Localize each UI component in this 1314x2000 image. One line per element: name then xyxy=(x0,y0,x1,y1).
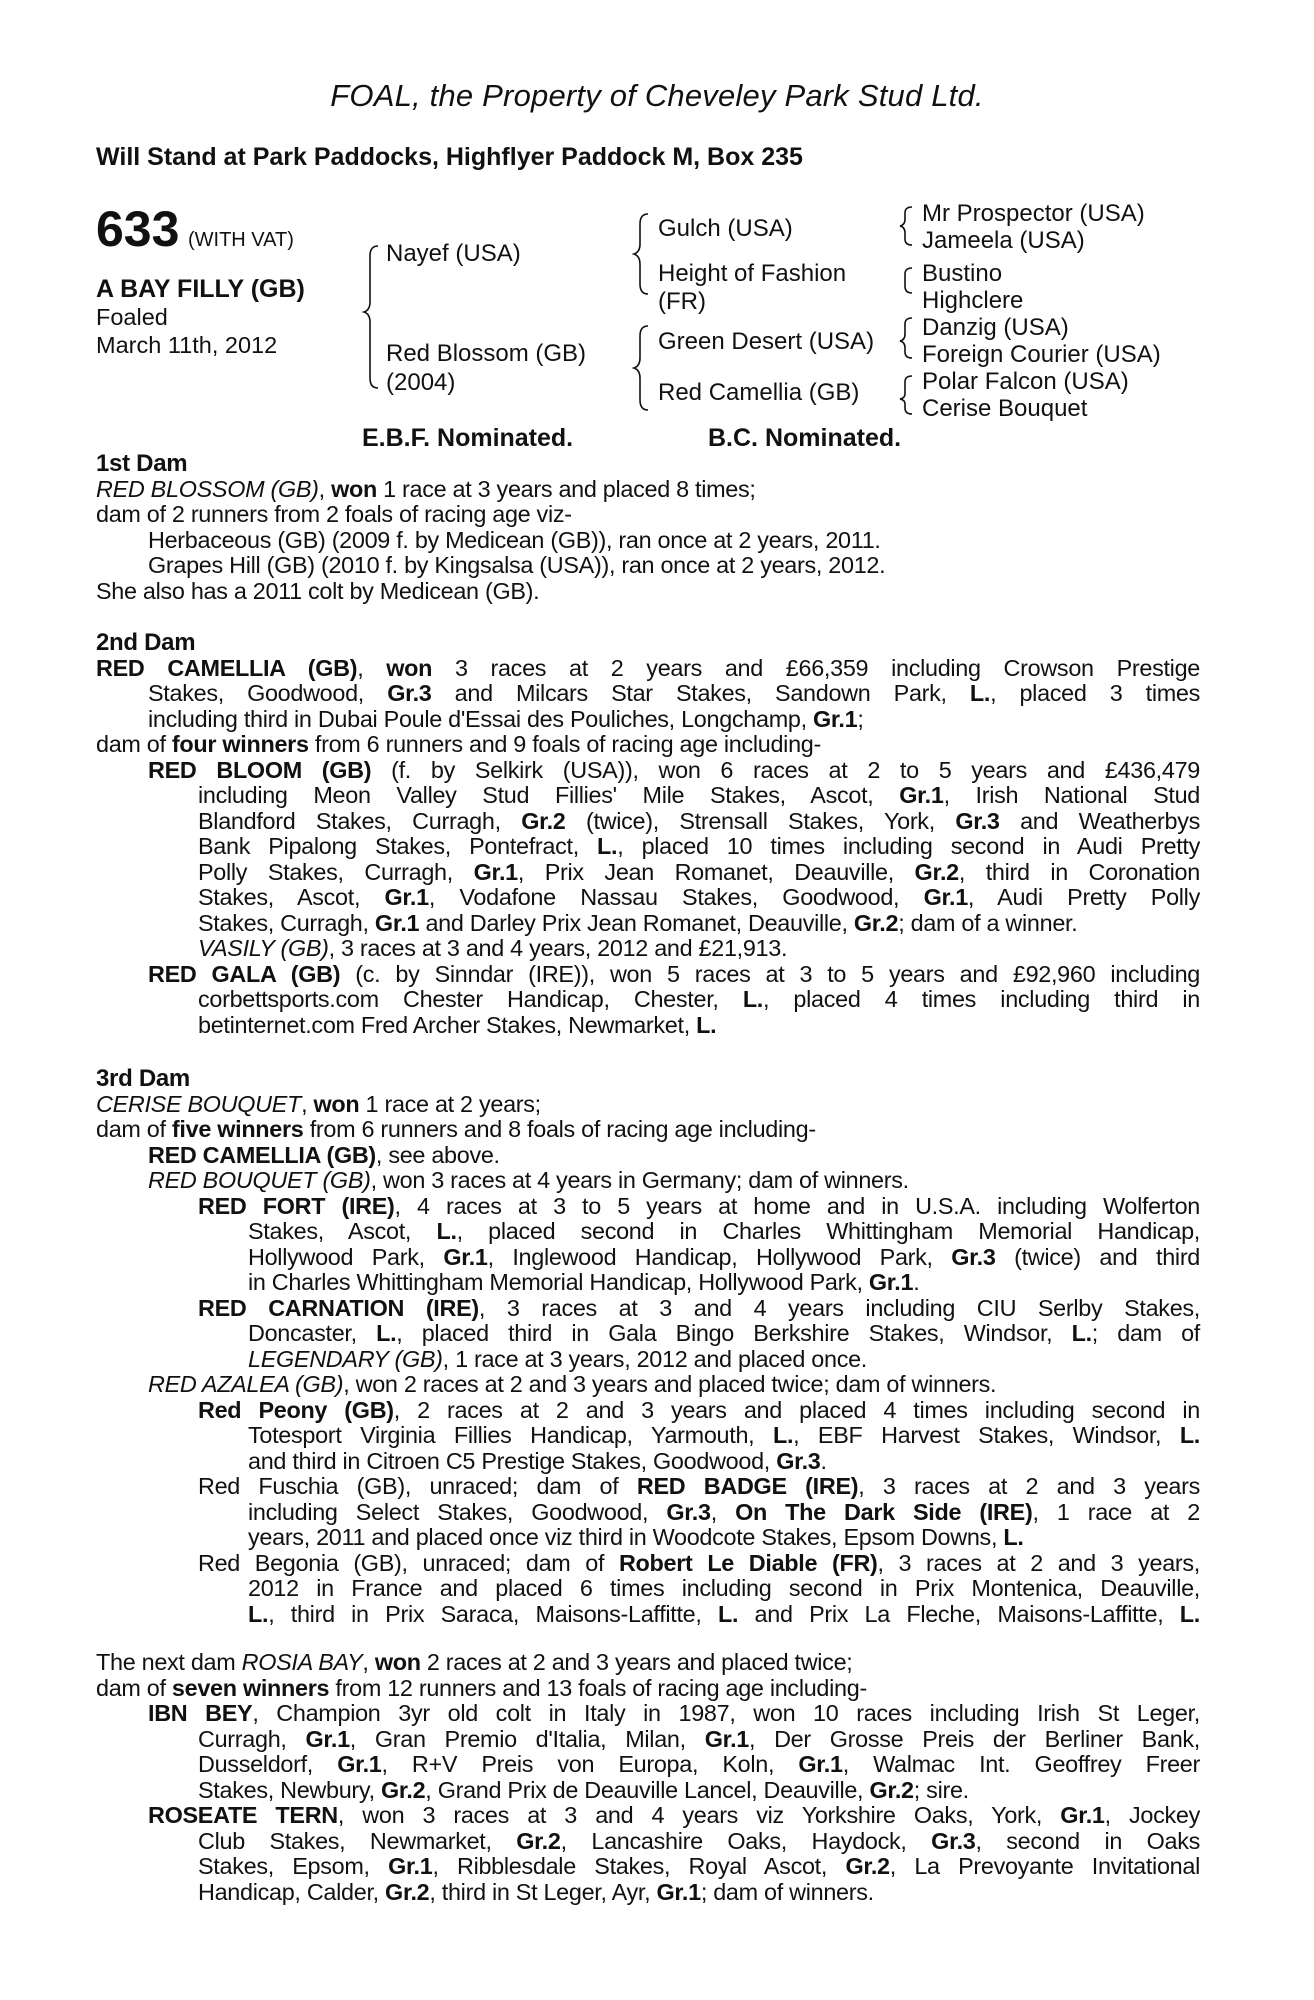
first-dam-record-text: 1 race at 3 years and placed 8 times; xyxy=(376,475,756,502)
third-dam-line: RED BOUQUET (GB), won 3 races at 4 years in Germany; dam of winners. xyxy=(148,1167,909,1193)
pedigree-sire-dam-country: (FR) xyxy=(658,288,706,315)
next-dam-line: Stakes, Newbury, Gr.2, Grand Prix de Deauville Lancel, Deauville, Gr.2; sire. xyxy=(198,1776,969,1803)
second-dam-line: VASILY (GB), 3 races at 3 and 4 years, 2012 and £21,913. xyxy=(198,935,788,961)
bracket-gen2-sire xyxy=(634,214,648,294)
first-dam-also: She also has a 2011 colt by Medicean (GB). xyxy=(96,577,540,604)
bracket-gen3-4 xyxy=(900,376,912,414)
second-dam-line: RED CAMELLIA (GB), won 3 races at 2 years and £66,359 including Crowson Prestige xyxy=(96,654,1200,681)
pedigree-gen3-8: Cerise Bouquet xyxy=(922,395,1088,422)
foaled-label: Foaled xyxy=(96,304,168,330)
first-dam-record: RED BLOSSOM (GB), won 1 race at 3 years and placed 8 times; xyxy=(96,475,756,502)
bracket-gen3-2 xyxy=(905,268,912,293)
third-dam-line: including Select Stakes, Goodwood, Gr.3, On The Dark Side (IRE), 1 race at 2 xyxy=(248,1498,1200,1525)
lot-number: 633 xyxy=(96,201,180,257)
next-dam-line: The next dam ROSIA BAY, won 2 races at 2 and 3 years and placed twice; xyxy=(96,1649,853,1675)
next-dam-line: Stakes, Epsom, Gr.1, Ribblesdale Stakes, Royal Ascot, Gr.2, La Prevoyante Invitational xyxy=(198,1853,1200,1879)
second-dam-line: Blandford Stakes, Curragh, Gr.2 (twice), Strensall Stakes, York, Gr.3 and Weatherbys xyxy=(198,807,1200,834)
first-dam-dam-of: dam of 2 runners from 2 foals of racing age viz- xyxy=(96,501,572,527)
second-dam-line: including third in Dubai Poule d'Essai des Pouliches, Longchamp, Gr.1; xyxy=(148,705,864,732)
second-dam-line: RED BLOOM (GB) (f. by Selkirk (USA)), won 6 races at 2 to 5 years and £436,479 xyxy=(148,756,1200,783)
vat-label: (WITH VAT) xyxy=(188,229,294,251)
bracket-gen1 xyxy=(364,246,378,388)
first-dam-section xyxy=(96,451,1200,604)
bracket-gen3-1 xyxy=(900,207,912,245)
pedigree-dam-sire: Green Desert (USA) xyxy=(658,328,875,355)
third-dam-line: RED CAMELLIA (GB), see above. xyxy=(148,1141,500,1168)
next-dam-line: IBN BEY, Champion 3yr old colt in Italy in 1987, won 10 races including Irish St Leger, xyxy=(148,1700,1200,1726)
third-dam-line: Stakes, Ascot, L., placed second in Charles Whittingham Memorial Handicap, xyxy=(248,1218,1200,1244)
third-dam-line: Red Fuschia (GB), unraced; dam of RED BADGE (IRE), 3 races at 2 and 3 years xyxy=(198,1473,1200,1499)
next-dam-line: ROSEATE TERN, won 3 races at 3 and 4 years viz Yorkshire Oaks, York, Gr.1, Jockey xyxy=(148,1802,1201,1828)
second-dam-line: Bank Pipalong Stakes, Pontefract, L., placed 10 times including second in Audi Pretty xyxy=(198,833,1200,859)
next-dam-line: dam of seven winners from 12 runners and 13 foals of racing age including- xyxy=(96,1674,867,1701)
second-dam-line: including Meon Valley Stud Fillies' Mile Stakes, Ascot, Gr.1, Irish National Stud xyxy=(198,782,1201,808)
next-dam-line: Dusseldorf, Gr.1, R+V Preis von Europa, Koln, Gr.1, Walmac Int. Geoffrey Freer xyxy=(198,1751,1201,1777)
second-dam-line: RED GALA (GB) (c. by Sinndar (IRE)), won 5 races at 3 to 5 years and £92,960 including xyxy=(148,960,1200,987)
first-dam-won: won xyxy=(331,475,377,502)
pedigree-gen3-2: Jameela (USA) xyxy=(922,227,1085,254)
second-dam-line: betinternet.com Fred Archer Stakes, Newmarket, L. xyxy=(198,1011,717,1038)
first-dam-offspring-2: Grapes Hill (GB) (2010 f. by Kingsalsa (USA)), ran once at 2 years, 2012. xyxy=(148,552,886,578)
third-dam-heading: 3rd Dam xyxy=(96,1065,190,1092)
third-dam-line: dam of five winners from 6 runners and 8 foals of racing age including- xyxy=(96,1116,816,1142)
third-dam-line: Totesport Virginia Fillies Handicap, Yarmouth, L., EBF Harvest Stakes, Windsor, L. xyxy=(248,1422,1200,1448)
page-title: FOAL, the Property of Cheveley Park Stud Ltd. xyxy=(330,78,984,113)
ebf-nominated: E.B.F. Nominated. xyxy=(362,424,574,452)
third-dam-line: Hollywood Park, Gr.1, Inglewood Handicap, Hollywood Park, Gr.3 (twice) and third xyxy=(248,1243,1201,1270)
pedigree-dam: Red Blossom (GB) xyxy=(386,340,587,367)
third-dam-line: 2012 in France and placed 6 times including second in Prix Montenica, Deauville, xyxy=(248,1575,1200,1601)
third-dam-line: years, 2011 and placed once viz third in Woodcote Stakes, Epsom Downs, L. xyxy=(248,1524,1024,1550)
pedigree-dam-year: (2004) xyxy=(386,369,456,396)
pedigree-gen3-7: Polar Falcon (USA) xyxy=(922,368,1129,395)
pedigree-gen3-5: Danzig (USA) xyxy=(922,314,1069,341)
third-dam-line: and third in Citroen C5 Prestige Stakes, Goodwood, Gr.3. xyxy=(248,1447,827,1474)
pedigree-sire: Nayef (USA) xyxy=(386,240,521,267)
bracket-gen3-3 xyxy=(900,318,912,358)
next-dam-line: Curragh, Gr.1, Gran Premio d'Italia, Milan, Gr.1, Der Grosse Preis der Berliner Bank, xyxy=(198,1725,1200,1752)
next-dam-section xyxy=(96,1650,1200,1905)
third-dam-line: RED CARNATION (IRE), 3 races at 3 and 4 years including CIU Serlby Stakes, xyxy=(198,1294,1201,1321)
third-dam-line: Red Begonia (GB), unraced; dam of Robert Le Diable (FR), 3 races at 2 and 3 years, xyxy=(198,1549,1200,1576)
third-dam-line: Red Peony (GB), 2 races at 2 and 3 years and placed 4 times including second in xyxy=(198,1396,1200,1423)
second-dam-heading: 2nd Dam xyxy=(96,629,196,656)
pedigree-gen3-1: Mr Prospector (USA) xyxy=(922,200,1145,227)
third-dam-line: L., third in Prix Saraca, Maisons-Laffitte, L. and Prix La Fleche, Maisons-Laffitte, L. xyxy=(248,1600,1200,1627)
pedigree-dam-dam: Red Camellia (GB) xyxy=(658,379,860,406)
next-dam-line: Handicap, Calder, Gr.2, third in St Leger, Ayr, Gr.1; dam of winners. xyxy=(198,1878,874,1905)
third-dam-line: RED FORT (IRE), 4 races at 3 to 5 years at home and in U.S.A. including Wolferton xyxy=(198,1192,1200,1219)
third-dam-line: Doncaster, L., placed third in Gala Bingo Berkshire Stakes, Windsor, L.; dam of xyxy=(248,1320,1200,1346)
first-dam-offspring-1: Herbaceous (GB) (2009 f. by Medicean (GB)), ran once at 2 years, 2011. xyxy=(148,526,881,553)
foaled-date: March 11th, 2012 xyxy=(96,332,278,358)
second-dam-line: corbettsports.com Chester Handicap, Chester, L., placed 4 times including third in xyxy=(198,986,1200,1012)
third-dam-line: CERISE BOUQUET, won 1 race at 2 years; xyxy=(96,1090,541,1117)
third-dam-line: RED AZALEA (GB), won 2 races at 2 and 3 years and placed twice; dam of winners. xyxy=(148,1371,997,1397)
pedigree-sire-dam: Height of Fashion xyxy=(658,260,847,287)
second-dam-section xyxy=(96,630,1200,1038)
pedigree-gen3-4: Highclere xyxy=(922,287,1024,314)
first-dam-heading: 1st Dam xyxy=(96,450,188,477)
third-dam-section xyxy=(96,1066,1200,1627)
second-dam-line: Stakes, Ascot, Gr.1, Vodafone Nassau Stakes, Goodwood, Gr.1, Audi Pretty Polly xyxy=(198,884,1200,910)
stand-location: Will Stand at Park Paddocks, Highflyer Paddock M, Box 235 xyxy=(96,143,803,171)
bc-nominated: B.C. Nominated. xyxy=(708,424,902,452)
second-dam-line: Stakes, Curragh, Gr.1 and Darley Prix Jean Romanet, Deauville, Gr.2; dam of a winner. xyxy=(198,909,1078,936)
horse-name: A BAY FILLY (GB) xyxy=(96,275,305,303)
third-dam-line: in Charles Whittingham Memorial Handicap, Hollywood Park, Gr.1. xyxy=(248,1269,920,1295)
third-dam-line: LEGENDARY (GB), 1 race at 3 years, 2012 and placed once. xyxy=(248,1345,867,1372)
second-dam-line: Polly Stakes, Curragh, Gr.1, Prix Jean Romanet, Deauville, Gr.2, third in Coronation xyxy=(198,858,1200,885)
pedigree-gen3-6: Foreign Courier (USA) xyxy=(922,341,1161,368)
pedigree-gen3-3: Bustino xyxy=(922,260,1003,287)
next-dam-line: Club Stakes, Newmarket, Gr.2, Lancashire Oaks, Haydock, Gr.3, second in Oaks xyxy=(198,1827,1201,1854)
first-dam-name: RED BLOSSOM (GB) xyxy=(96,475,319,502)
pedigree-sire-sire: Gulch (USA) xyxy=(658,215,793,242)
second-dam-line: dam of four winners from 6 runners and 9 foals of racing age including- xyxy=(96,731,821,757)
second-dam-line: Stakes, Goodwood, Gr.3 and Milcars Star Stakes, Sandown Park, L., placed 3 times xyxy=(148,680,1201,706)
bracket-gen2-dam xyxy=(634,326,648,410)
